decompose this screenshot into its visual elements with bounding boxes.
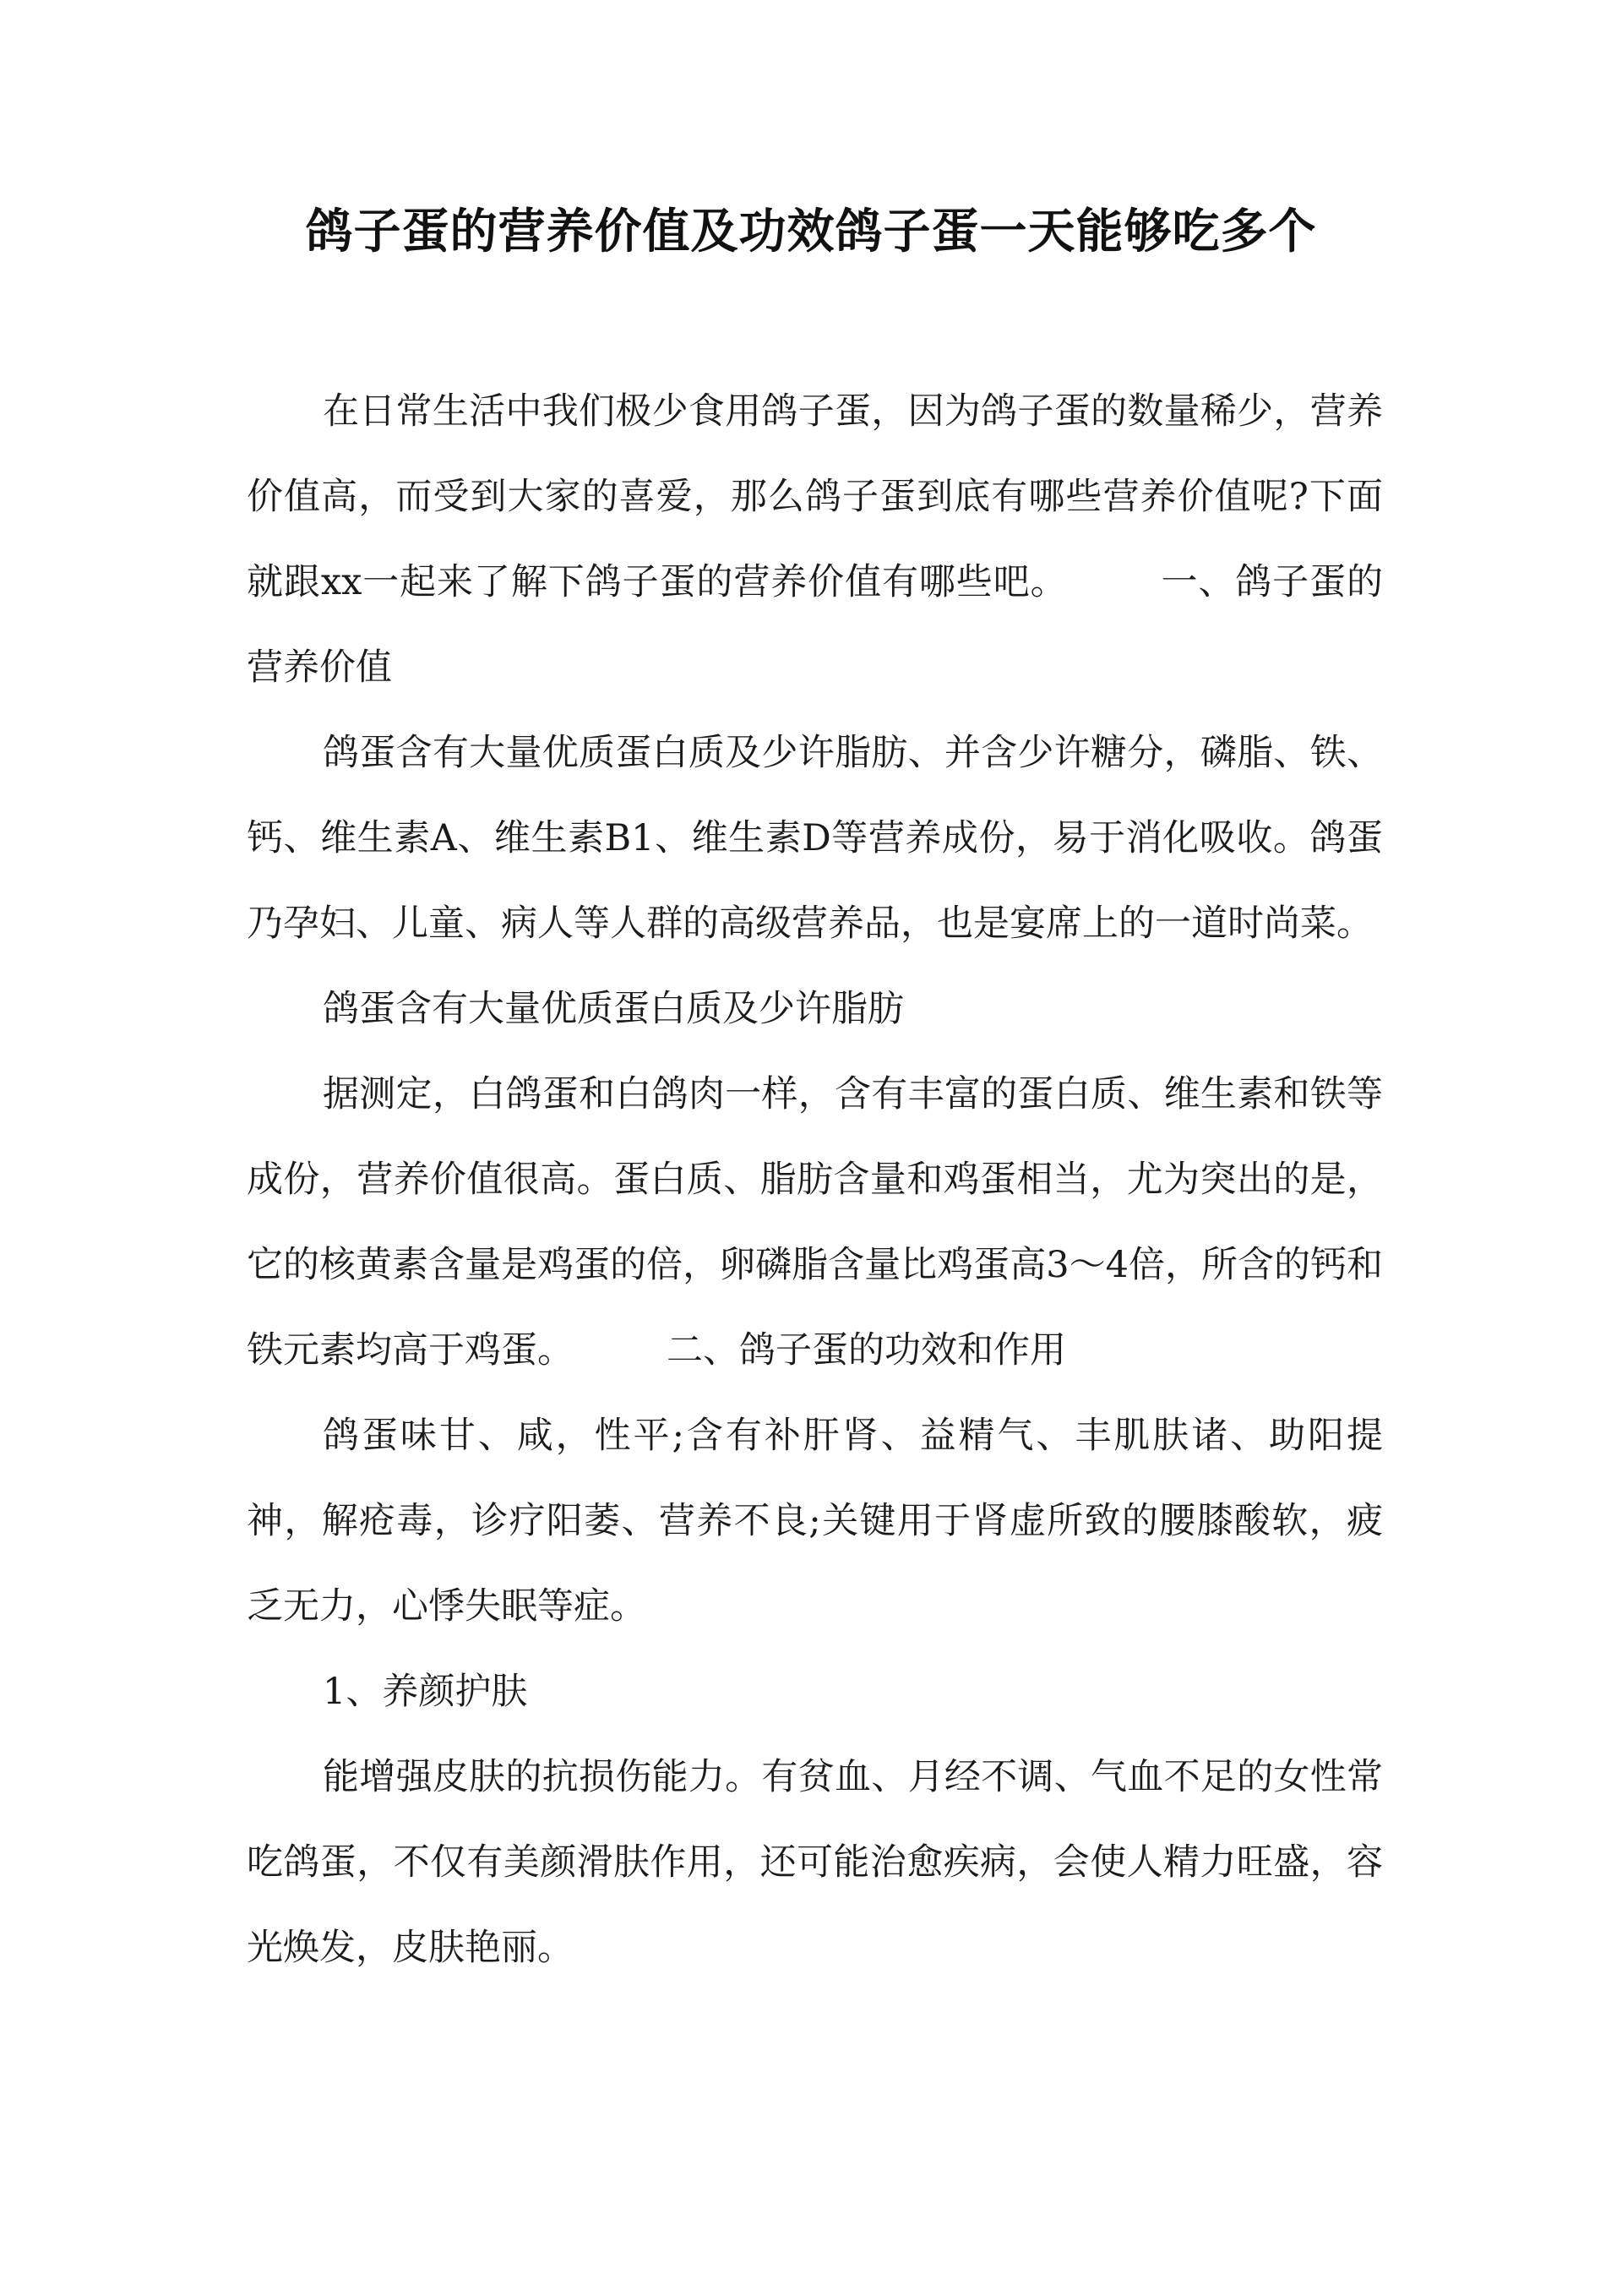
paragraph-effects: 鸽蛋味甘、咸，性平;含有补肝肾、益精气、丰肌肤诸、助阳提神，解疮毒，诊疗阳萎、营养不良;关键用于肾虚所致的腰膝酸软，疲乏无力，心悸失眠等症。 [247,1415,1383,1628]
paragraph-intro [247,369,1383,711]
paragraph-measurement [247,1052,1383,1393]
paragraph-nutrients: 鸽蛋含有大量优质蛋白质及少许脂肪、并含少许糖分，磷脂、铁、钙、维生素A、维生素B1、维生素D等营养成份，易于消化吸收。鸽蛋乃孕妇、儿童、病人等人群的高级营养品，也是宴席上的一道时尚菜。 [247,732,1383,945]
paragraph-skincare: 能增强皮肤的抗损伤能力。有贫血、月经不调、气血不足的女性常吃鸽蛋，不仅有美颜滑肤作用，还可能治愈疾病，会使人精力旺盛，容光焕发，皮肤艳丽。 [247,1756,1383,1969]
section-heading-effects: 二、鸽子蛋的功效和作用 [667,1329,1066,1372]
subheading-skincare: 1、养颜护肤 [323,1671,528,1713]
subheading-protein: 鸽蛋含有大量优质蛋白质及少许脂肪 [323,988,904,1030]
document-body [247,369,1383,1991]
section-heading-nutrition: 一、鸽子蛋的营养价值 [247,561,1383,689]
document-title: 鸽子蛋的营养价值及功效鸽子蛋一天能够吃多个 [305,204,1317,259]
paragraph-measurement-text: 据测定，白鸽蛋和白鸽肉一样，含有丰富的蛋白质、维生素和铁等成份，营养价值很高。蛋白质、脂肪含量和鸡蛋相当，尤为突出的是，它的核黄素含量是鸡蛋的倍，卵磷脂含量比鸡蛋高3～4倍，所含的钙和铁元素均高于鸡蛋。 [247,1073,1383,1372]
paragraph-intro-text: 在日常生活中我们极少食用鸽子蛋，因为鸽子蛋的数量稀少，营养价值高，而受到大家的喜爱，那么鸽子蛋到底有哪些营养价值呢?下面就跟xx一起来了解下鸽子蛋的营养价值有哪些吧。 [247,390,1383,603]
